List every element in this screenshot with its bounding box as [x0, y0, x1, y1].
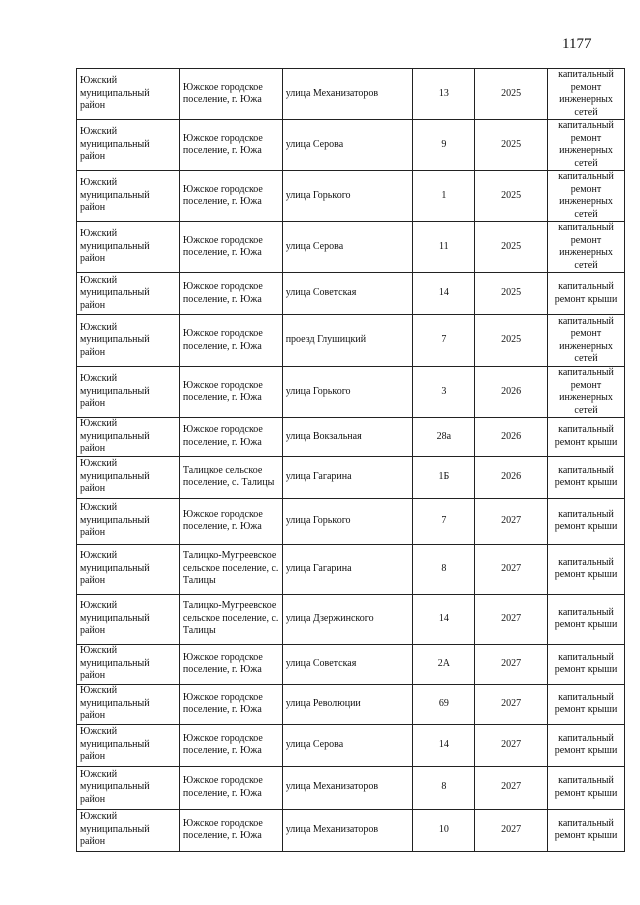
settlement-cell: Южское городское поселение, г. Южа — [179, 644, 282, 684]
street-cell: улица Серова — [282, 724, 413, 766]
work-type-cell: капитальный ремонт крыши — [548, 456, 625, 498]
work-type-cell: капитальный ремонт инженерных сетей — [548, 120, 625, 171]
year-cell: 2025 — [475, 171, 548, 222]
year-cell: 2025 — [475, 273, 548, 315]
table-row — [77, 644, 625, 684]
work-type-cell: капитальный ремонт крыши — [548, 273, 625, 315]
work-type-cell: капитальный ремонт инженерных сетей — [548, 69, 625, 120]
year-cell: 2027 — [475, 544, 548, 594]
house-number-cell: 9 — [413, 120, 475, 171]
house-number-cell: 1 — [413, 171, 475, 222]
house-number-cell: 3 — [413, 367, 475, 418]
street-cell: улица Горького — [282, 498, 413, 544]
settlement-cell: Талицкое сельское поселение, с. Талицы — [179, 456, 282, 498]
work-type-cell: капитальный ремонт крыши — [548, 594, 625, 644]
table-row — [77, 120, 625, 171]
year-cell: 2026 — [475, 367, 548, 418]
street-cell: улица Серова — [282, 120, 413, 171]
year-cell: 2027 — [475, 594, 548, 644]
year-cell: 2027 — [475, 766, 548, 809]
house-number-cell: 11 — [413, 222, 475, 273]
house-number-cell: 14 — [413, 594, 475, 644]
house-number-cell: 7 — [413, 498, 475, 544]
settlement-cell: Южское городское поселение, г. Южа — [179, 315, 282, 367]
table-row — [77, 684, 625, 724]
table-row — [77, 315, 625, 367]
house-number-cell: 8 — [413, 766, 475, 809]
year-cell: 2025 — [475, 120, 548, 171]
year-cell: 2025 — [475, 222, 548, 273]
district-cell: Южский муниципальный район — [77, 724, 180, 766]
work-type-cell: капитальный ремонт крыши — [548, 644, 625, 684]
work-type-cell: капитальный ремонт крыши — [548, 809, 625, 851]
house-number-cell: 28а — [413, 418, 475, 457]
work-type-cell: капитальный ремонт инженерных сетей — [548, 367, 625, 418]
street-cell: улица Механизаторов — [282, 766, 413, 809]
settlement-cell: Южское городское поселение, г. Южа — [179, 273, 282, 315]
table-row — [77, 456, 625, 498]
house-number-cell: 10 — [413, 809, 475, 851]
house-number-cell: 14 — [413, 724, 475, 766]
page-number: 1177 — [562, 36, 592, 52]
district-cell: Южский муниципальный район — [77, 644, 180, 684]
district-cell: Южский муниципальный район — [77, 315, 180, 367]
table-row — [77, 69, 625, 120]
year-cell: 2026 — [475, 456, 548, 498]
street-cell: улица Механизаторов — [282, 69, 413, 120]
street-cell: улица Горького — [282, 367, 413, 418]
district-cell: Южский муниципальный район — [77, 544, 180, 594]
street-cell: улица Дзержинского — [282, 594, 413, 644]
table-row — [77, 222, 625, 273]
settlement-cell: Южское городское поселение, г. Южа — [179, 498, 282, 544]
district-cell: Южский муниципальный район — [77, 222, 180, 273]
table-row — [77, 766, 625, 809]
settlement-cell: Южское городское поселение, г. Южа — [179, 222, 282, 273]
table-row — [77, 544, 625, 594]
work-type-cell: капитальный ремонт крыши — [548, 418, 625, 457]
settlement-cell: Талицко-Мугреевское сельское поселение, с. Талицы — [179, 594, 282, 644]
settlement-cell: Южское городское поселение, г. Южа — [179, 766, 282, 809]
year-cell: 2025 — [475, 315, 548, 367]
housing-repair-table — [76, 68, 625, 852]
district-cell: Южский муниципальный район — [77, 273, 180, 315]
district-cell: Южский муниципальный район — [77, 809, 180, 851]
table-row — [77, 594, 625, 644]
house-number-cell: 13 — [413, 69, 475, 120]
settlement-cell: Южское городское поселение, г. Южа — [179, 120, 282, 171]
district-cell: Южский муниципальный район — [77, 120, 180, 171]
house-number-cell: 14 — [413, 273, 475, 315]
table-body — [77, 69, 625, 852]
settlement-cell: Южское городское поселение, г. Южа — [179, 418, 282, 457]
street-cell: проезд Глушицкий — [282, 315, 413, 367]
year-cell: 2027 — [475, 644, 548, 684]
table-row — [77, 498, 625, 544]
house-number-cell: 2А — [413, 644, 475, 684]
year-cell: 2027 — [475, 724, 548, 766]
district-cell: Южский муниципальный район — [77, 766, 180, 809]
settlement-cell: Южское городское поселение, г. Южа — [179, 171, 282, 222]
table-row — [77, 418, 625, 457]
street-cell: улица Горького — [282, 171, 413, 222]
table-row — [77, 171, 625, 222]
year-cell: 2027 — [475, 498, 548, 544]
district-cell: Южский муниципальный район — [77, 367, 180, 418]
year-cell: 2027 — [475, 684, 548, 724]
work-type-cell: капитальный ремонт инженерных сетей — [548, 171, 625, 222]
settlement-cell: Южское городское поселение, г. Южа — [179, 684, 282, 724]
district-cell: Южский муниципальный район — [77, 456, 180, 498]
settlement-cell: Талицко-Мугреевское сельское поселение, с. Талицы — [179, 544, 282, 594]
street-cell: улица Механизаторов — [282, 809, 413, 851]
district-cell: Южский муниципальный район — [77, 171, 180, 222]
work-type-cell: капитальный ремонт инженерных сетей — [548, 315, 625, 367]
year-cell: 2026 — [475, 418, 548, 457]
district-cell: Южский муниципальный район — [77, 418, 180, 457]
house-number-cell: 7 — [413, 315, 475, 367]
work-type-cell: капитальный ремонт крыши — [548, 766, 625, 809]
district-cell: Южский муниципальный район — [77, 684, 180, 724]
street-cell: улица Советская — [282, 273, 413, 315]
settlement-cell: Южское городское поселение, г. Южа — [179, 367, 282, 418]
street-cell: улица Гагарина — [282, 456, 413, 498]
table-row — [77, 809, 625, 851]
settlement-cell: Южское городское поселение, г. Южа — [179, 724, 282, 766]
settlement-cell: Южское городское поселение, г. Южа — [179, 809, 282, 851]
work-type-cell: капитальный ремонт крыши — [548, 724, 625, 766]
table-row — [77, 367, 625, 418]
house-number-cell: 69 — [413, 684, 475, 724]
work-type-cell: капитальный ремонт инженерных сетей — [548, 222, 625, 273]
street-cell: улица Вокзальная — [282, 418, 413, 457]
table-row — [77, 724, 625, 766]
year-cell: 2025 — [475, 69, 548, 120]
work-type-cell: капитальный ремонт крыши — [548, 544, 625, 594]
house-number-cell: 8 — [413, 544, 475, 594]
work-type-cell: капитальный ремонт крыши — [548, 684, 625, 724]
house-number-cell: 1Б — [413, 456, 475, 498]
district-cell: Южский муниципальный район — [77, 69, 180, 120]
year-cell: 2027 — [475, 809, 548, 851]
district-cell: Южский муниципальный район — [77, 498, 180, 544]
street-cell: улица Революции — [282, 684, 413, 724]
work-type-cell: капитальный ремонт крыши — [548, 498, 625, 544]
settlement-cell: Южское городское поселение, г. Южа — [179, 69, 282, 120]
street-cell: улица Серова — [282, 222, 413, 273]
street-cell: улица Гагарина — [282, 544, 413, 594]
street-cell: улица Советская — [282, 644, 413, 684]
district-cell: Южский муниципальный район — [77, 594, 180, 644]
table-row — [77, 273, 625, 315]
